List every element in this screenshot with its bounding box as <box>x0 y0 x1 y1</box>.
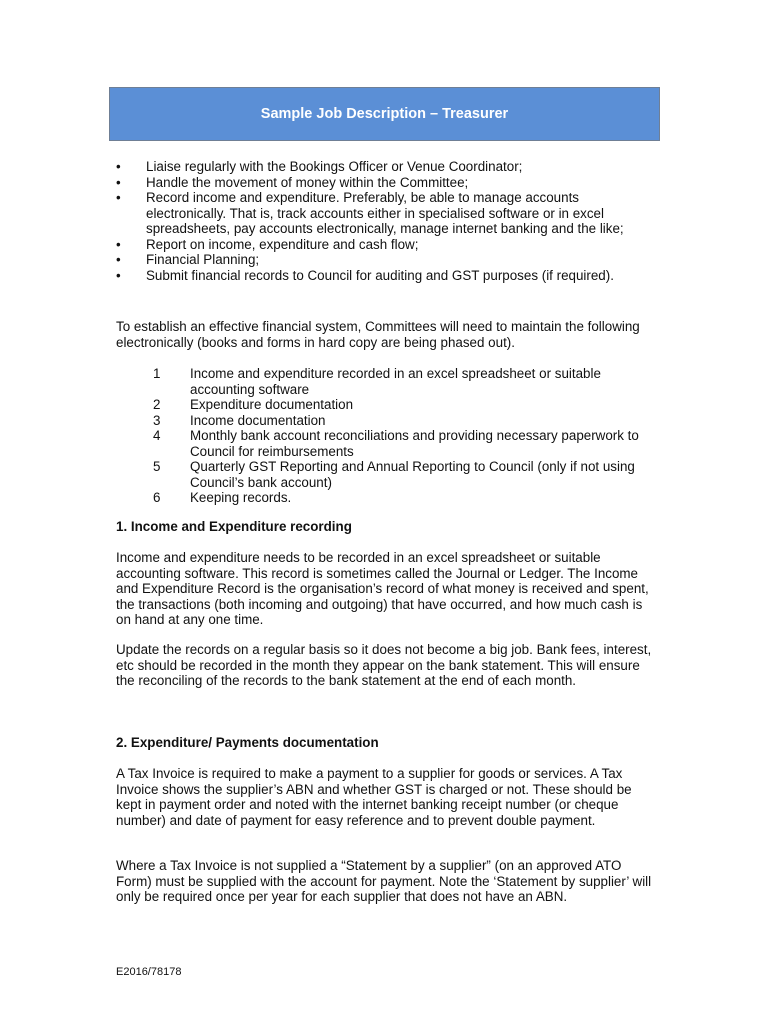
list-item <box>114 237 654 253</box>
duties-list <box>114 159 654 283</box>
item-number: 5 <box>153 459 161 474</box>
list-item-text: Expenditure documentation <box>190 397 354 412</box>
list-item-text: Financial Planning; <box>146 252 260 267</box>
list-item <box>150 459 660 490</box>
item-number: 3 <box>153 412 161 428</box>
section-heading: 2. Expenditure/ Payments documentation <box>116 735 379 750</box>
list-item <box>114 159 654 175</box>
item-number: 1 <box>153 366 161 381</box>
list-item <box>150 413 660 429</box>
list-item-text: Income and expenditure recorded in an excel spreadsheet or suitable accounting software <box>190 366 601 397</box>
list-item <box>150 397 660 413</box>
list-item <box>150 428 660 459</box>
list-item-text: Quarterly GST Reporting and Annual Reporting to Council (only if not using Council’s bank account) <box>190 459 635 490</box>
bullet-icon: • <box>116 236 121 252</box>
list-item <box>114 268 654 284</box>
list-item <box>114 175 654 191</box>
bullet-icon: • <box>116 190 121 205</box>
section2-paragraph-2: Where a Tax Invoice is not supplied a “Statement by a supplier” (on an approved ATO Form) must be supplied with the account for payment. Note the ‘Statement by supplier’ will only be required once per year for each supplier that does not have an ABN. <box>116 858 652 904</box>
bullet-icon: • <box>116 267 121 283</box>
list-item-text: Record income and expenditure. Preferably, be able to manage accounts electronically. That is, track accounts either in specialised software or in excel spreadsheets, pay accounts electronically, manage internet banking and the like; <box>146 190 624 236</box>
bullet-icon: • <box>116 159 121 174</box>
item-number: 2 <box>153 397 161 412</box>
bullet-icon: • <box>116 252 121 267</box>
item-number: 4 <box>153 428 161 443</box>
list-item <box>150 490 660 506</box>
list-item-text: Keeping records. <box>190 490 292 505</box>
list-item <box>150 366 660 397</box>
system-items-list <box>150 366 660 506</box>
list-item-text: Income documentation <box>190 412 326 428</box>
document-reference: E2016/78178 <box>116 966 182 978</box>
list-item <box>114 252 654 268</box>
section2-paragraph-1: A Tax Invoice is required to make a payment to a supplier for goods or services. A Tax Invoice shows the supplier’s ABN and whether GST is charged or not. These should be kept in payment order and noted with the internet banking receipt number (or cheque number) and date of payment for easy reference and to prevent double payment. <box>116 766 632 828</box>
section1-paragraph-1: Income and expenditure needs to be recorded in an excel spreadsheet or suitable accounting software. This record is sometimes called the Journal or Ledger. The Income and Expenditure Record is the organisation’s record of what money is received and spent, the transactions (both incoming and outgoing) that have occurred, and how much cash is on hand at any one time. <box>116 550 649 627</box>
page-title: Sample Job Description – Treasurer <box>260 106 509 122</box>
list-item-text: Submit financial records to Council for auditing and GST purposes (if required). <box>146 267 614 283</box>
list-item-text: Liaise regularly with the Bookings Officer or Venue Coordinator; <box>146 159 523 174</box>
section1-paragraph-2: Update the records on a regular basis so it does not become a big job. Bank fees, interest, etc should be recorded in the month they appear on the bank statement. This will ensure the reconciling of the records to the bank statement at the end of each month. <box>116 642 652 688</box>
item-number: 6 <box>153 490 161 505</box>
list-item-text: Handle the movement of money within the Committee; <box>146 174 469 190</box>
list-item-text: Report on income, expenditure and cash flow; <box>146 236 419 252</box>
list-item-text: Monthly bank account reconciliations and providing necessary paperwork to Council for reimbursements <box>190 428 639 459</box>
bullet-icon: • <box>116 174 121 190</box>
intro-paragraph: To establish an effective financial system, Committees will need to maintain the following electronically (books and forms in hard copy are being phased out). <box>116 319 640 350</box>
list-item <box>114 190 654 237</box>
section-heading: 1. Income and Expenditure recording <box>116 519 352 534</box>
title-banner <box>109 87 660 141</box>
